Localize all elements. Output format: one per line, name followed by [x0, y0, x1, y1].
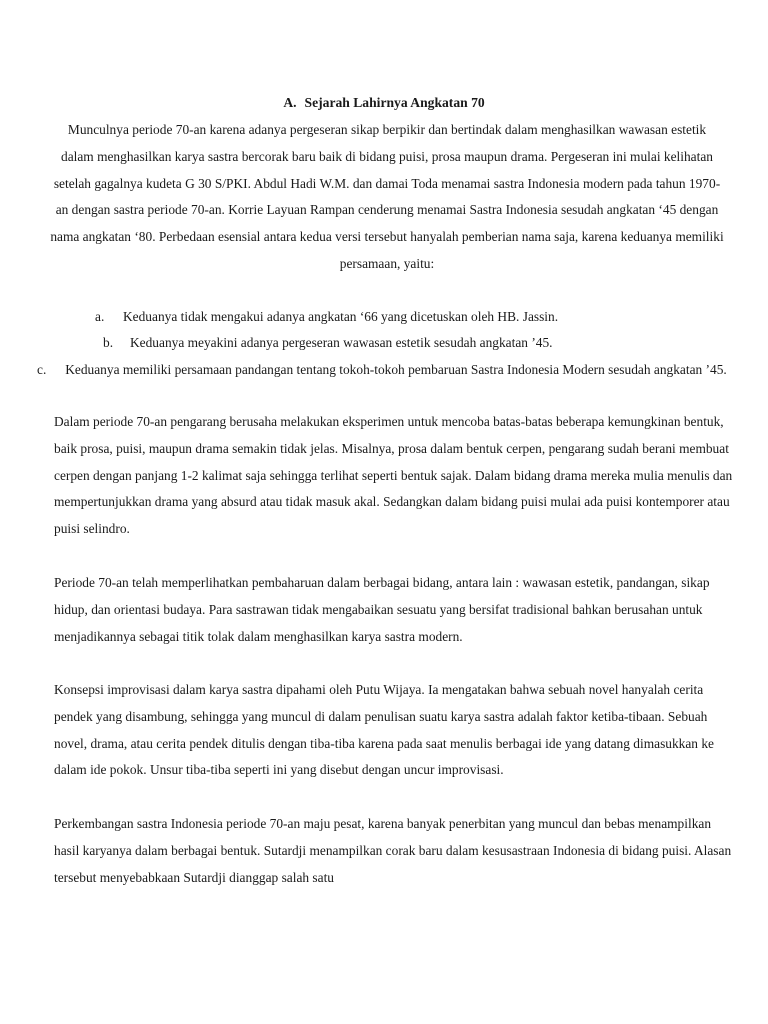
body-paragraph: Perkembangan sastra Indonesia periode 70-an maju pesat, karena banyak penerbitan yang muncul dan bebas menampilkan hasil karyanya dalam berbagai bentuk. Sutardji menampilkan corak baru dalam kesusastraan Indonesia di bidang puisi. Alasan tersebut menyebabkaan Sutardji dianggap salah satu: [54, 816, 732, 885]
body-paragraph: Dalam periode 70-an pengarang berusaha melakukan eksperimen untuk mencoba batas-batas beberapa kemungkinan bentuk, baik prosa, puisi, maupun drama semakin tidak jelas. Misalnya, prosa dalam bentuk cerpen, pengarang sudah berani membuat cerpen dengan panjang 1-2 kalimat saja sehingga terlihat seperti bentuk sajak. Dalam bidang drama mereka mulia menulis dan mempertunjukkan drama yang absurd atau tidak masuk akal. Sedangkan dalam bidang puisi mulai ada puisi kontemporer atau puisi selindro.: [54, 414, 733, 537]
list-item-text: Keduanya tidak mengakui adanya angkatan ‘66 yang dicetuskan oleh HB. Jassin.: [123, 309, 559, 324]
list-item-text: Keduanya meyakini adanya pergeseran wawasan estetik sesudah angkatan ’45.: [130, 335, 553, 350]
list-item: [37, 360, 727, 384]
section-letter: A.: [283, 95, 297, 110]
list-marker: b.: [103, 335, 114, 350]
body-paragraph: Konsepsi improvisasi dalam karya sastra dipahami oleh Putu Wijaya. Ia mengatakan bahwa sebuah novel hanyalah cerita pendek yang disambung, sehingga yang muncul di dalam penulisan suatu karya sastra adalah faktor ketiba-tibaan. Sebuah novel, drama, atau cerita pendek ditulis dengan tiba-tiba karena pada saat menulis berbagai ide yang datang dimasukkan ke dalam ide pokok. Unsur tiba-tiba seperti ini yang disebut dengan uncur improvisasi.: [54, 682, 714, 778]
section-heading: [0, 93, 768, 113]
body-paragraph: Periode 70-an telah memperlihatkan pembaharuan dalam berbagai bidang, antara lain : wawasan estetik, pandangan, sikap hidup, dan orientasi budaya. Para sastrawan tidak mengabaikan sesuatu yang bersifat tradisional bahkan berusahan untuk menjadikannya sebagai titik tolak dalam menghasilkan karya sastra modern.: [54, 575, 710, 644]
list-item-text: Keduanya memiliki persamaan pandangan tentang tokoh-tokoh pembaruan Sastra Indonesia Modern sesudah angkatan ’45.: [65, 362, 727, 377]
list-marker: c.: [37, 362, 47, 377]
list-marker: a.: [95, 309, 105, 324]
intro-paragraph: Munculnya periode 70-an karena adanya pergeseran sikap berpikir dan bertindak dalam menghasilkan wawasan estetik dalam menghasilkan karya sastra bercorak baru baik di bidang puisi, prosa maupun drama. Pergeseran ini mulai kelihatan setelah gagalnya kudeta G 30 S/PKI. Abdul Hadi W.M. dan damai Toda menamai sastra Indonesia modern pada tahun 1970-an dengan sastra periode 70-an. Korrie Layuan Rampan cenderung menamai Sastra Indonesia sesudah angkatan ‘45 dengan nama angkatan ‘80. Perbedaan esensial antara kedua versi tersebut hanyalah pemberian nama saja, karena keduanya memiliki persamaan, yaitu:: [50, 122, 724, 271]
list-item: [95, 307, 558, 327]
list-item: [103, 333, 553, 353]
section-title: Sejarah Lahirnya Angkatan 70: [304, 95, 485, 110]
